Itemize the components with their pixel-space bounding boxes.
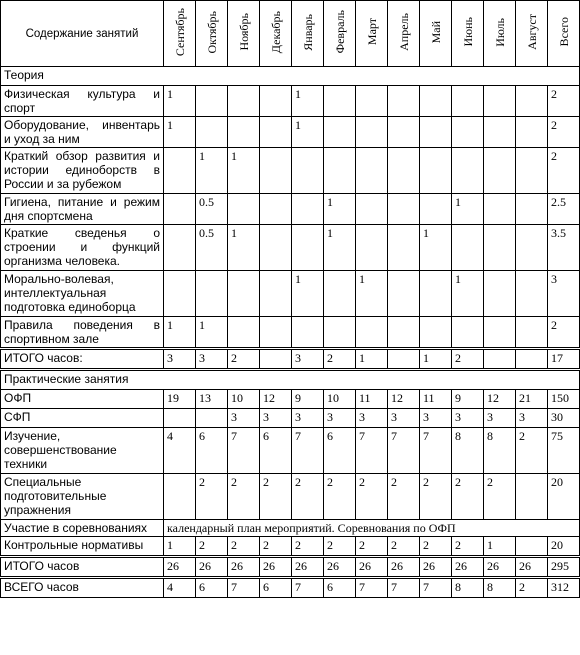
hours-cell [484,148,516,194]
hours-cell: 3 [388,409,420,428]
hours-cell: 20 [548,474,580,520]
row-label: Контрольные нормативы [1,537,164,557]
section-title: Теория [1,67,580,86]
practice-total-row [1,557,580,578]
theory-row [1,148,580,194]
hours-cell: 10 [228,390,260,409]
hours-cell: 6 [260,578,292,598]
hours-cell: 12 [388,390,420,409]
hours-cell [388,317,420,349]
hours-cell: 7 [388,428,420,474]
hours-cell: 150 [548,390,580,409]
month-header-mar: Март [356,1,388,67]
hours-cell: 1 [292,271,324,317]
hours-cell: 26 [484,557,516,578]
theory-row [1,317,580,349]
hours-cell [324,117,356,148]
hours-cell: 2 [548,117,580,148]
hours-cell [356,148,388,194]
content-column-header: Содержание занятий [1,1,164,67]
row-label: Изучение, совершенствование техники [1,428,164,474]
hours-cell: 1 [292,117,324,148]
hours-cell: 2 [420,537,452,557]
hours-cell: 6 [196,578,228,598]
hours-cell: 2 [484,474,516,520]
hours-cell: 26 [356,557,388,578]
hours-cell [484,349,516,370]
hours-cell: 6 [260,428,292,474]
hours-cell: 2 [260,474,292,520]
hours-cell [260,317,292,349]
month-header-sep: Сентябрь [164,1,196,67]
month-header-may: Май [420,1,452,67]
month-header-dec: Декабрь [260,1,292,67]
competitions-row [1,520,580,537]
hours-cell [420,317,452,349]
hours-cell: 26 [164,557,196,578]
hours-cell [356,86,388,117]
hours-cell [324,317,356,349]
hours-cell [516,148,548,194]
hours-cell: 12 [484,390,516,409]
hours-cell [516,317,548,349]
hours-cell [420,194,452,225]
section-title: Практические занятия [1,370,580,390]
hours-cell [516,271,548,317]
hours-cell: 1 [420,225,452,271]
hours-cell: 8 [484,428,516,474]
hours-cell [164,225,196,271]
hours-cell [292,148,324,194]
practice-row [1,474,580,520]
practice-row [1,428,580,474]
hours-cell: 1 [164,317,196,349]
hours-cell [388,349,420,370]
hours-cell: 1 [164,86,196,117]
hours-cell: 3 [452,409,484,428]
hours-cell [388,148,420,194]
hours-cell: 2 [292,537,324,557]
practice-row [1,409,580,428]
hours-cell: 2 [388,474,420,520]
month-header-jul: Июль [484,1,516,67]
hours-cell: 26 [388,557,420,578]
hours-cell: 7 [292,578,324,598]
hours-cell: 11 [356,390,388,409]
hours-cell [516,86,548,117]
hours-cell [516,117,548,148]
hours-cell: 2 [196,474,228,520]
hours-cell: 7 [356,578,388,598]
hours-cell [452,225,484,271]
row-label: Участие в соревнованиях [1,520,164,537]
hours-cell [324,86,356,117]
hours-cell: 3 [260,409,292,428]
hours-cell [356,317,388,349]
hours-cell [164,474,196,520]
row-label: Краткий обзор развития и истории единоборств в России и за рубежом [1,148,164,194]
hours-cell [356,225,388,271]
hours-cell: 1 [420,349,452,370]
hours-cell [516,194,548,225]
hours-cell: 17 [548,349,580,370]
hours-cell [388,225,420,271]
hours-cell [356,117,388,148]
hours-cell [516,225,548,271]
hours-cell [292,194,324,225]
hours-cell [388,271,420,317]
hours-cell [260,225,292,271]
hours-cell: 9 [452,390,484,409]
hours-cell: 7 [292,428,324,474]
hours-cell [260,117,292,148]
hours-cell: 2 [196,537,228,557]
hours-cell [388,117,420,148]
hours-cell: 3 [228,409,260,428]
hours-cell [388,194,420,225]
row-label: Правила поведения в спортивном зале [1,317,164,349]
hours-cell: 1 [356,349,388,370]
hours-cell: 312 [548,578,580,598]
month-header-jun: Июнь [452,1,484,67]
hours-cell: 3 [484,409,516,428]
hours-cell [484,317,516,349]
hours-cell: 3 [516,409,548,428]
hours-cell: 7 [228,428,260,474]
hours-cell: 26 [324,557,356,578]
hours-cell: 26 [516,557,548,578]
hours-cell: 11 [420,390,452,409]
hours-cell [228,317,260,349]
hours-cell [228,194,260,225]
hours-cell [196,271,228,317]
hours-cell: 1 [196,148,228,194]
hours-cell: 2 [324,349,356,370]
row-label: ИТОГО часов: [1,349,164,370]
hours-cell [516,537,548,557]
hours-cell [484,86,516,117]
hours-cell [452,317,484,349]
hours-cell [196,409,228,428]
hours-cell: 0.5 [196,194,228,225]
month-header-oct: Октябрь [196,1,228,67]
hours-cell: 13 [196,390,228,409]
hours-cell: 6 [196,428,228,474]
hours-cell [260,86,292,117]
hours-cell: 1 [164,117,196,148]
hours-cell [484,117,516,148]
hours-cell: 1 [324,225,356,271]
hours-cell [420,271,452,317]
hours-cell: 20 [548,537,580,557]
hours-cell: 2 [388,537,420,557]
hours-cell: 2 [548,148,580,194]
hours-cell: 2 [228,349,260,370]
hours-cell: 1 [452,271,484,317]
hours-cell [516,349,548,370]
hours-cell: 2 [356,537,388,557]
hours-cell: 3 [164,349,196,370]
hours-cell: 2.5 [548,194,580,225]
hours-cell [292,225,324,271]
hours-cell: 1 [228,148,260,194]
hours-cell [260,148,292,194]
hours-cell: 2 [452,474,484,520]
hours-cell: 4 [164,428,196,474]
hours-cell: 2 [452,537,484,557]
hours-cell [196,86,228,117]
hours-cell [260,349,292,370]
hours-cell: 1 [164,537,196,557]
hours-cell: 2 [420,474,452,520]
month-header-apr: Апрель [388,1,420,67]
hours-cell: 3 [196,349,228,370]
hours-cell: 4 [164,578,196,598]
theory-total-row [1,349,580,370]
hours-cell [324,148,356,194]
hours-cell: 2 [548,86,580,117]
hours-cell: 26 [228,557,260,578]
month-header-jan: Январь [292,1,324,67]
hours-cell: 3 [356,409,388,428]
row-label: ИТОГО часов [1,557,164,578]
hours-cell: 3 [292,409,324,428]
practice-row [1,390,580,409]
hours-cell [292,317,324,349]
row-label: Специальные подготовительные упражнения [1,474,164,520]
month-header-feb: Февраль [324,1,356,67]
hours-cell: 2 [324,474,356,520]
hours-cell: 3 [420,409,452,428]
row-label: ОФП [1,390,164,409]
hours-cell: 2 [228,474,260,520]
norms-row [1,537,580,557]
theory-row [1,225,580,271]
hours-cell [164,148,196,194]
hours-cell: 1 [452,194,484,225]
hours-cell: 7 [228,578,260,598]
hours-cell: 1 [484,537,516,557]
hours-cell: 6 [324,428,356,474]
hours-cell [164,409,196,428]
hours-cell: 1 [324,194,356,225]
hours-cell: 21 [516,390,548,409]
row-label: Краткие сведенья о строении и функций организма человека. [1,225,164,271]
hours-cell: 8 [452,578,484,598]
hours-cell [452,117,484,148]
hours-cell: 26 [292,557,324,578]
hours-cell [484,194,516,225]
theory-row [1,86,580,117]
hours-cell: 2 [548,317,580,349]
hours-cell: 7 [356,428,388,474]
hours-cell: 2 [452,349,484,370]
theory-row [1,194,580,225]
row-label: Морально-волевая, интеллектуальная подготовка единоборца [1,271,164,317]
hours-cell: 2 [516,428,548,474]
theory-section-row [1,67,580,86]
hours-cell [452,148,484,194]
hours-cell [228,117,260,148]
competitions-note: календарный план мероприятий. Соревнования по ОФП [164,520,580,537]
hours-cell: 1 [228,225,260,271]
hours-cell: 2 [228,537,260,557]
theory-row [1,271,580,317]
hours-cell [516,474,548,520]
hours-cell [196,117,228,148]
row-label: СФП [1,409,164,428]
hours-cell: 8 [452,428,484,474]
hours-cell [260,271,292,317]
hours-cell [324,271,356,317]
hours-cell [164,194,196,225]
row-label: ВСЕГО часов [1,578,164,598]
hours-cell [452,86,484,117]
hours-cell [484,225,516,271]
hours-cell: 3.5 [548,225,580,271]
hours-cell: 26 [452,557,484,578]
hours-cell: 75 [548,428,580,474]
hours-cell: 2 [260,537,292,557]
month-header-nov: Ноябрь [228,1,260,67]
theory-row [1,117,580,148]
hours-cell [356,194,388,225]
hours-cell: 2 [292,474,324,520]
hours-cell [420,117,452,148]
hours-cell: 19 [164,390,196,409]
hours-cell: 7 [388,578,420,598]
hours-cell: 0.5 [196,225,228,271]
hours-cell [228,86,260,117]
hours-cell: 10 [324,390,356,409]
row-label: Физическая культура и спорт [1,86,164,117]
hours-cell: 26 [420,557,452,578]
hours-cell [228,271,260,317]
hours-cell: 3 [548,271,580,317]
hours-cell: 295 [548,557,580,578]
hours-cell: 3 [292,349,324,370]
hours-cell: 26 [196,557,228,578]
hours-cell [484,271,516,317]
hours-cell: 1 [292,86,324,117]
hours-cell [260,194,292,225]
hours-cell: 2 [516,578,548,598]
hours-cell: 1 [196,317,228,349]
hours-cell: 30 [548,409,580,428]
hours-cell: 2 [324,537,356,557]
hours-cell: 9 [292,390,324,409]
hours-cell: 3 [324,409,356,428]
hours-cell: 7 [420,428,452,474]
hours-cell: 12 [260,390,292,409]
hours-cell: 6 [324,578,356,598]
hours-cell: 2 [356,474,388,520]
hours-cell [164,271,196,317]
hours-cell: 8 [484,578,516,598]
header-row [1,1,580,67]
hours-cell [420,86,452,117]
row-label: Гигиена, питание и режим дня спортсмена [1,194,164,225]
hours-cell [388,86,420,117]
grand-total-row [1,578,580,598]
hours-cell: 7 [420,578,452,598]
row-label: Оборудование, инвентарь и уход за ним [1,117,164,148]
hours-cell [420,148,452,194]
practice-section-row [1,370,580,390]
total-header: Всего [548,1,580,67]
hours-cell: 1 [356,271,388,317]
hours-cell: 26 [260,557,292,578]
month-header-aug: Август [516,1,548,67]
